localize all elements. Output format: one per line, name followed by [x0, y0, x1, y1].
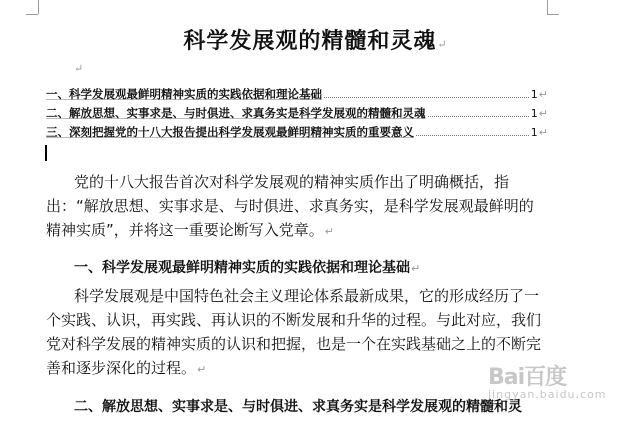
toc-page-number: 1: [530, 88, 538, 101]
toc-entry-text[interactable]: 二、解放思想、实事求是、与时俱进、求真务实是科学发展观的精髓和灵魂: [46, 106, 426, 120]
toc-leader-dots: [416, 135, 529, 136]
toc-page-number: 1: [530, 107, 538, 120]
section-heading-text: 二、解放思想、实事求是、与时俱进、求真务实是科学发展观的精髓和灵: [74, 399, 522, 415]
section-paragraph-text: 科学发展观是中国特色社会主义理论体系最新成果，它的形成经历了一个实践、认识，再实践、再认识的不断发展和升华的过程。与此对应，我们党对科学发展的精神实质的认识和把握，也是一个在实践基础之上的不断完善和逐步深化的过程。: [46, 287, 542, 377]
paragraph-mark-icon: ↵: [538, 88, 548, 101]
toc-entry[interactable]: [46, 86, 548, 105]
document-title[interactable]: [0, 24, 631, 55]
section-heading[interactable]: [46, 256, 574, 281]
paragraph-mark-icon: ↵: [538, 126, 548, 139]
margin-corner-mark: [547, 14, 559, 15]
margin-corner-mark: [26, 14, 38, 15]
toc-entry[interactable]: [46, 105, 548, 124]
intro-paragraph[interactable]: [46, 170, 546, 244]
margin-corner-mark: [547, 0, 548, 14]
intro-paragraph-text: 党的十八大报告首次对科学发展观的精神实质作出了明确概括，指出：“解放思想、实事求是、与时俱进、求真务实，是科学发展观最鲜明的精神实质”，并将这一重要论断写入党章。: [46, 173, 534, 239]
paragraph-mark-icon: ↵: [538, 107, 548, 120]
toc-leader-dots: [428, 116, 529, 117]
toc-entry[interactable]: [46, 124, 548, 143]
watermark-url: jingyan.baidu.com: [488, 388, 607, 401]
toc-entry-text[interactable]: 一、科学发展观最鲜明精神实质的实践依据和理论基础: [46, 87, 322, 101]
text-cursor: [45, 145, 47, 161]
document-title-text: 科学发展观的精髓和灵魂: [183, 28, 437, 54]
paragraph-mark-icon: ↵: [437, 38, 448, 51]
table-of-contents: [46, 86, 548, 143]
toc-page-number: 1: [530, 126, 538, 139]
toc-entry-text[interactable]: 三、深刻把握党的十八大报告提出科学发展观最鲜明精神实质的重要意义: [46, 125, 414, 139]
section-paragraph[interactable]: [46, 284, 546, 382]
paragraph-mark-icon: ↵: [324, 225, 334, 238]
empty-paragraph-mark-icon: ↵: [74, 62, 84, 75]
toc-leader-dots: [324, 97, 529, 98]
baidu-jingyan-watermark: [488, 360, 618, 410]
section-heading-text: 一、科学发展观最鲜明精神实质的实践依据和理论基础: [74, 260, 410, 276]
paragraph-mark-icon: ↵: [197, 363, 207, 376]
margin-corner-mark: [38, 0, 39, 14]
paragraph-mark-icon: ↵: [411, 262, 421, 275]
baidu-logo-icon: Bai百度: [488, 365, 567, 390]
